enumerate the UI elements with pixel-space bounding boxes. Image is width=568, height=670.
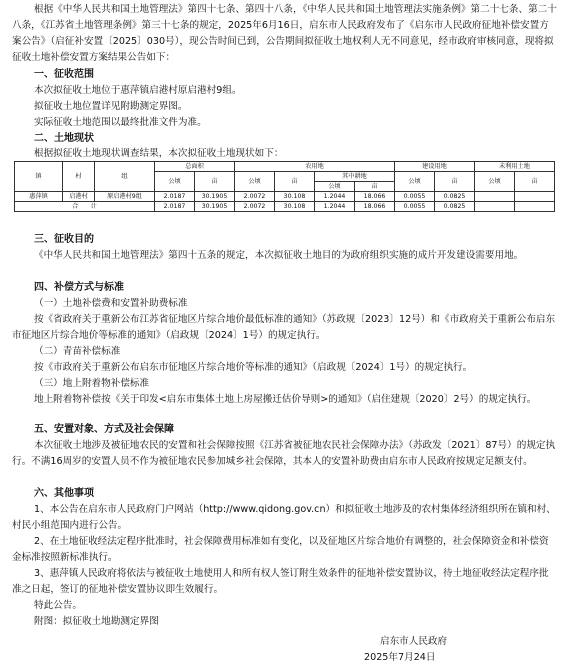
table-cell [515, 192, 555, 202]
section-1-line-2: 拟征收土地位置详见附勘测定界图。 [34, 101, 188, 112]
unit-ha: 公顷 [155, 172, 195, 192]
header-town: 镇 [15, 162, 63, 192]
table-cell: 18.066 [355, 202, 395, 212]
table-cell: 18.066 [355, 192, 395, 202]
section-2-heading: 二、土地现状 [34, 133, 94, 144]
section-4-para-3: 地上附着物补偿按《关于印发<启东市集体土地上房屋搬迁估价导则>的通知》（启住建规〔2020〕2号）的规定执行。 [34, 394, 537, 405]
section-1-line-3: 实际征收土地范围以最终批准文件为准。 [34, 117, 207, 128]
signature-date: 2025年7月24日 [364, 652, 436, 663]
table-cell: 1.2044 [315, 192, 355, 202]
table-cell: 30.108 [275, 192, 315, 202]
unit-mu: 亩 [435, 172, 475, 192]
table-cell: 启港村 [63, 192, 95, 202]
table-cell: 0.0825 [435, 192, 475, 202]
section-6-item-1: 1、本公告在启东市人民政府门户网站（http://www.qidong.gov.cn）和拟征收土地涉及的农村集体经济组织所在镇和村、村民小组范围内进行公告。 [12, 504, 556, 531]
unit-mu: 亩 [195, 172, 235, 192]
section-1-line-1: 本次拟征收土地位于惠萍镇启港村原启港村9组。 [34, 85, 242, 96]
table-total-row [15, 202, 555, 212]
table-cell: 2.0187 [155, 192, 195, 202]
section-4-heading: 四、补偿方式与标准 [34, 282, 124, 293]
signature-org: 启东市人民政府 [380, 636, 448, 647]
section-3-text: 《中华人民共和国土地管理法》第四十五条的规定，本次拟征收土地目的为政府组织实施的成片开发建设需要用地。 [34, 250, 524, 261]
unit-mu: 亩 [355, 182, 395, 192]
section-1-heading: 一、征收范围 [34, 69, 94, 80]
table-cell: 2.0187 [155, 202, 195, 212]
section-6-heading: 六、其他事项 [34, 488, 94, 499]
table-cell: 0.0055 [395, 192, 435, 202]
section-5-text: 本次征收土地涉及被征地农民的安置和社会保障按照《江苏省被征地农民社会保障办法》（苏政发〔2021〕87号）的规定执行。不满16周岁的安置人员不作为被征地农民参加城乡社会保障，其本人的安置补助费由启东市人民政府按规定足额支付。 [12, 440, 556, 467]
table-cell: 30.1905 [195, 202, 235, 212]
header-total-area: 总面积 [155, 162, 235, 172]
unit-ha: 公顷 [315, 182, 355, 192]
unit-ha: 公顷 [475, 172, 515, 192]
header-construction-land: 建设用地 [395, 162, 475, 172]
unit-mu: 亩 [515, 172, 555, 192]
section-4-sub-3: （三）地上附着物补偿标准 [34, 378, 150, 389]
table-cell: 原启港村9组 [95, 192, 155, 202]
table-cell: 1.2044 [315, 202, 355, 212]
header-group: 组 [95, 162, 155, 192]
table-cell: 惠萍镇 [15, 192, 63, 202]
section-3-heading: 三、征收目的 [34, 234, 94, 245]
section-5-heading: 五、安置对象、方式及社会保障 [34, 424, 174, 435]
table-cell: 30.1905 [195, 192, 235, 202]
table-cell [475, 192, 515, 202]
table-cell [475, 202, 515, 212]
section-4-para-1: 按《省政府关于重新公布江苏省征地区片综合地价最低标准的通知》（苏政规〔2023〕12号）和《市政府关于重新公布启东市征地区片综合地价等标准的通知》（启政规〔2024〕1号）的规定执行。 [12, 314, 556, 341]
header-farmland: 农用地 [235, 162, 395, 172]
unit-mu: 亩 [275, 172, 315, 192]
unit-ha: 公顷 [235, 172, 275, 192]
header-unused-land: 未利用土地 [475, 162, 555, 172]
header-arable-land: 其中耕地 [315, 172, 395, 182]
section-2-intro: 根据拟征收土地现状调查结果，本次拟征收土地现状如下： [34, 148, 284, 159]
section-6-item-3: 3、惠萍镇人民政府将依法与被征收土地使用人和所有权人签订附生效条件的征地补偿安置协议，待土地征收经法定程序批准之日起，签订的征地补偿安置协议即生效履行。 [12, 568, 549, 595]
table-cell: 0.0055 [395, 202, 435, 212]
total-label: 合 计 [15, 202, 155, 212]
table-cell: 2.0072 [235, 202, 275, 212]
unit-ha: 公顷 [395, 172, 435, 192]
attachment-line: 附图：拟征收土地勘测定界图 [34, 616, 159, 627]
land-status-table [14, 161, 555, 212]
section-6-item-2: 2、在土地征收经法定程序批准时，社会保障费用标准如有变化，以及征地区片综合地价有调整的，社会保障资金和补偿资金标准按照新标准执行。 [12, 536, 549, 563]
notice-closing: 特此公告。 [34, 600, 82, 611]
table-cell [515, 202, 555, 212]
table-cell: 2.0072 [235, 192, 275, 202]
table-cell: 30.108 [275, 202, 315, 212]
header-village: 村 [63, 162, 95, 192]
section-4-sub-1: （一）土地补偿费和安置补助费标准 [34, 298, 188, 309]
table-cell: 0.0825 [435, 202, 475, 212]
table-row [15, 192, 555, 202]
section-4-para-2: 按《市政府关于重新公布启东市征地区片综合地价等标准的通知》（启政规〔2024〕1号）的规定执行。 [34, 362, 473, 373]
section-4-sub-2: （二）青苗补偿标准 [34, 346, 121, 357]
intro-paragraph: 根据《中华人民共和国土地管理法》第四十七条、第四十八条，《中华人民共和国土地管理法实施条例》第二十七条、第二十八条，《江苏省土地管理条例》第三十七条的规定，2025年6月16日，启东市人民政府发布了《启东市人民政府征地补偿安置方案公告》（启征补安置〔2025〕030号），现公告时间已到，公告期间拟征收土地权利人无不同意见，经市政府审核同意，现将拟征收土地补偿安置方案结果公告如下： [12, 4, 557, 63]
